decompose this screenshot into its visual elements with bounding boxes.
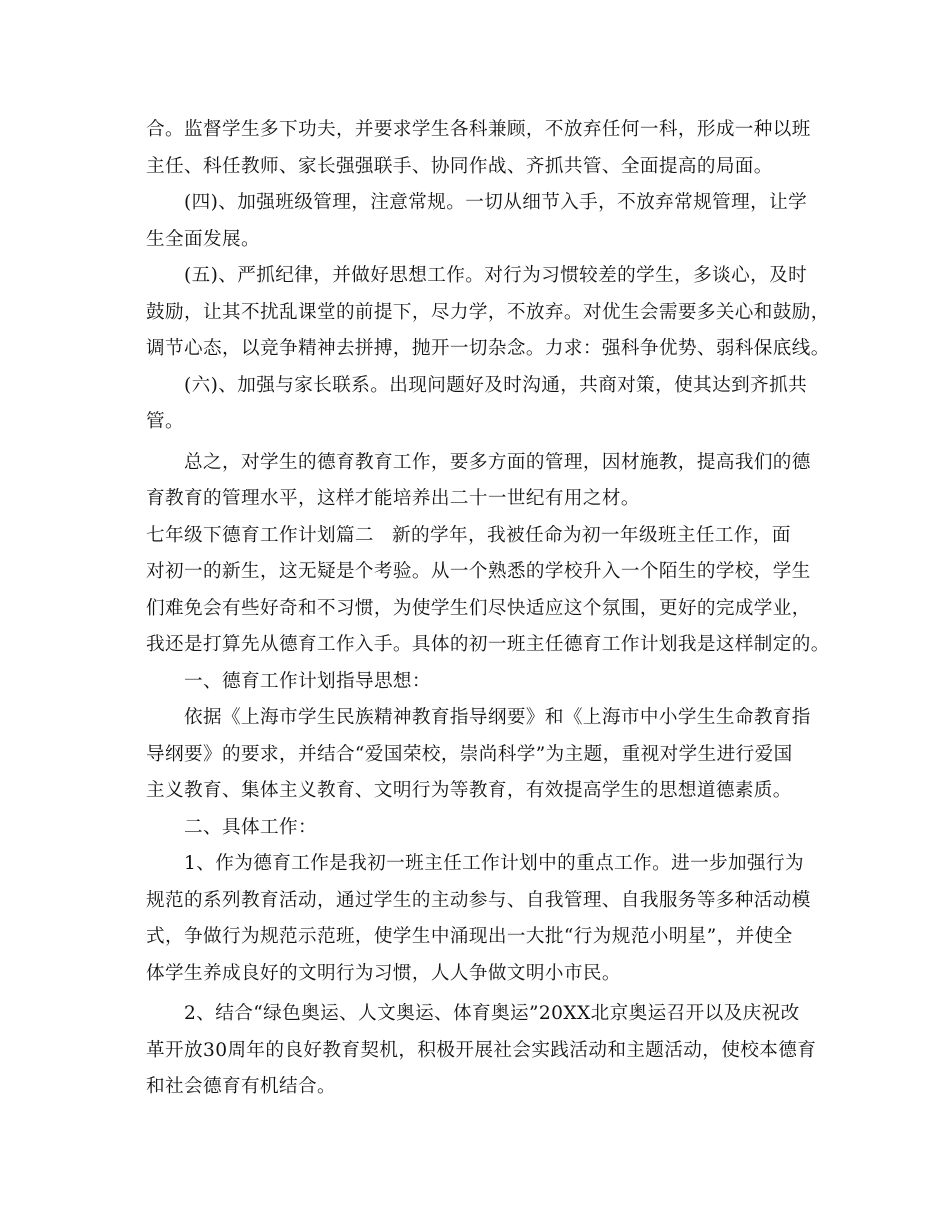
document-page <box>146 112 830 1106</box>
text-line: 新的学年，我被任命为初一年级班主任工作，面 <box>392 524 791 546</box>
text-line: 鼓励，让其不扰乱课堂的前提下，尽力学，不放弃。对优生会需要多关心和鼓励， <box>146 301 830 323</box>
text-line: (六)、加强与家长联系。出现问题好及时沟通，共商对策，使其达到齐抓共 <box>184 374 808 396</box>
text-line: 导纲要》的要求，并结合“爱国荣校，崇尚科学”为主题，重视对学生进行爱国 <box>146 743 793 765</box>
text-line: 调节心态，以竞争精神去拼搏，抛开一切杂念。力求：强科争优势、弱科保底线。 <box>146 338 830 359</box>
text-line: 体学生养成良好的文明行为习惯，人人争做文明小市民。 <box>146 962 621 984</box>
text-line: 主任、科任教师、家长强强联手、协同作战、齐抓共管、全面提高的局面。 <box>146 155 773 177</box>
text-line: 革开放30周年的良好教育契机，积极开展社会实践活动和主题活动，使校本德育 <box>146 1039 817 1061</box>
text-line: 主义教育、集体主义教育、文明行为等教育，有效提高学生的思想道德素质。 <box>146 780 792 801</box>
text-line: 式，争做行为规范示范班，使学生中涌现出一大批“行为规范小明星”，并使全 <box>146 926 793 947</box>
text-line: 生全面发展。 <box>146 228 260 250</box>
subheading: 二、具体工作： <box>184 816 317 838</box>
text-line: 依据《上海市学生民族精神教育指导纲要》和《上海市中小学生生命教育指 <box>184 707 811 728</box>
text-line: 我还是打算先从德育工作入手。具体的初一班主任德育工作计划我是这样制定的。 <box>146 634 830 655</box>
text-line: (四)、加强班级管理，注意常规。一切从细节入手，不放弃常规管理，让学 <box>184 192 808 213</box>
text-line: (五)、严抓纪律，并做好思想工作。对行为习惯较差的学生，多谈心，及时 <box>184 265 808 286</box>
text-line: 总之，对学生的德育教育工作，要多方面的管理，因材施教，提高我们的德 <box>184 451 811 473</box>
text-line: 规范的系列教育活动，通过学生的主动参与、自我管理、自我服务等多种活动模 <box>146 889 811 911</box>
text-line: 和社会德育有机结合。 <box>146 1076 336 1097</box>
text-line: 2、结合“绿色奥运、人文奥运、体育奥运”20XX北京奥运召开以及庆祝改 <box>184 1003 800 1024</box>
subheading: 一、德育工作计划指导思想： <box>184 670 431 692</box>
text-line: 管。 <box>146 411 184 432</box>
section-heading-line <box>146 518 826 555</box>
text-line: 对初一的新生，这无疑是个考验。从一个熟悉的学校升入一个陌生的学校，学生 <box>146 561 811 582</box>
section-heading: 七年级下德育工作计划篇二 <box>146 524 374 546</box>
text-line: 育教育的管理水平，这样才能培养出二十一世纪有用之材。 <box>146 488 640 509</box>
text-line: 1、作为德育工作是我初一班主任工作计划中的重点工作。进一步加强行为 <box>184 853 805 874</box>
text-line: 合。监督学生多下功夫，并要求学生各科兼顾，不放弃任何一科，形成一种以班 <box>146 119 811 140</box>
text-line: 们难免会有些好奇和不习惯，为使学生们尽快适应这个氛围，更好的完成学业， <box>146 597 811 619</box>
